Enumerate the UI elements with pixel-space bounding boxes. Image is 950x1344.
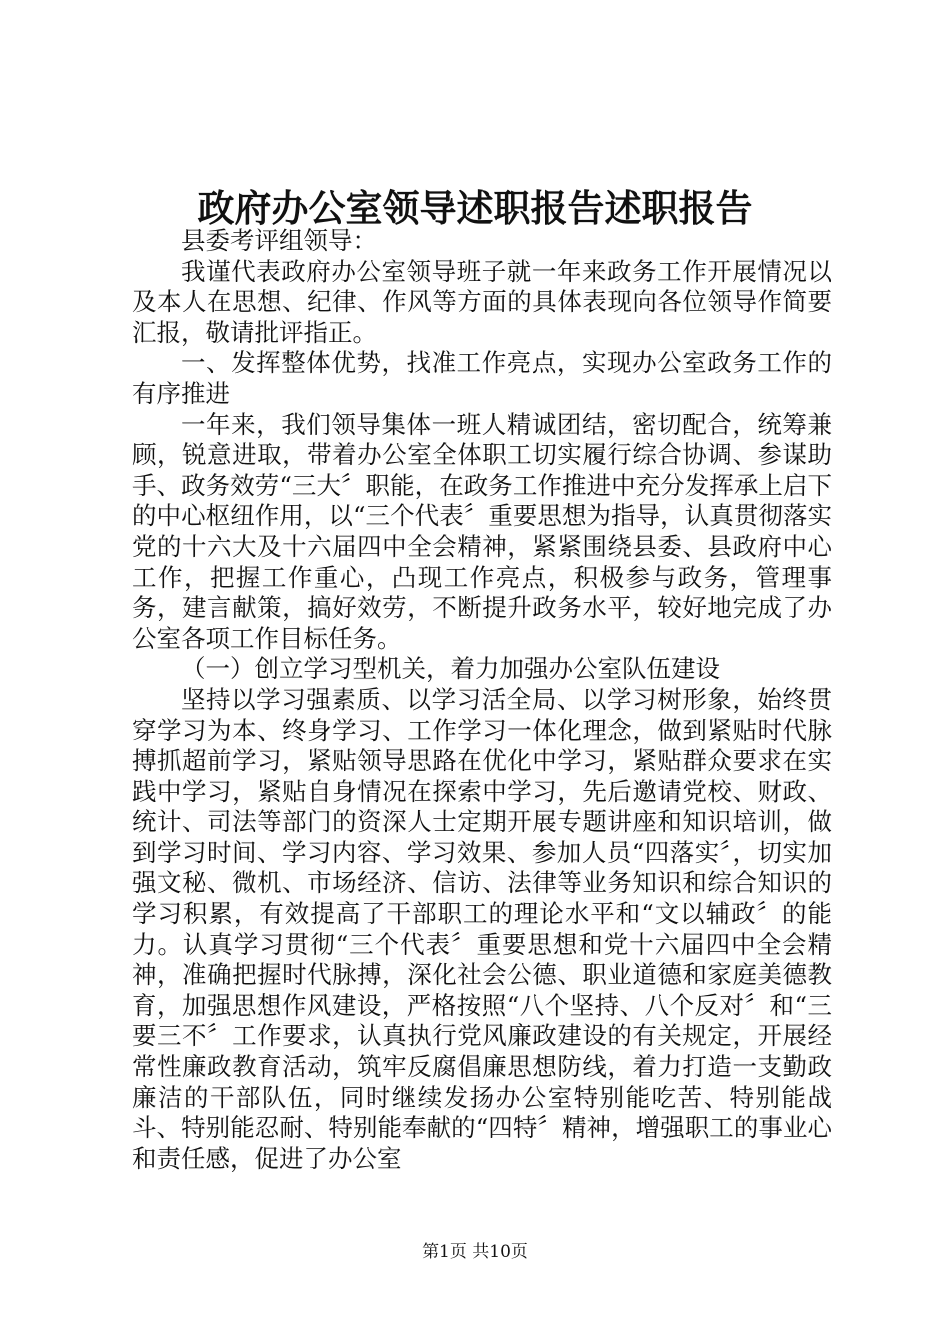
paragraph-overview: 一年来，我们领导集体一班人精诚团结，密切配合，统筹兼顾，锐意进取，带着办公室全体职工切实履行综合协调、参谋助手、政务效劳“三大〞职能，在政务工作推进中充分发挥承上启下的中心枢纽作用，以“三个代表〞重要思想为指导，认真贯彻落实党的十六大及十六届四中全会精神，紧紧围绕县委、县政府中心工作，把握工作重心，凸现工作亮点，积极参与政务，管理事务，建言献策，搞好效劳，不断提升政务水平，较好地完成了办公室各项工作目标任务。 — [132, 409, 832, 653]
paragraph-learning: 坚持以学习强素质、以学习活全局、以学习树形象，始终贯穿学习为本、终身学习、工作学习一体化理念，做到紧贴时代脉搏抓超前学习，紧贴领导思路在优化中学习，紧贴群众要求在实践中学习，紧贴自身情况在探索中学习，先后邀请党校、财政、统计、司法等部门的资深人士定期开展专题讲座和知识培训，做到学习时间、学习内容、学习效果、参加人员“四落实〞，切实加强文秘、微机、市场经济、信访、法律等业务知识和综合知识的学习积累，有效提高了干部职工的理论水平和“文以辅政〞的能力。认真学习贯彻“三个代表〞重要思想和党十六届四中全会精神，准确把握时代脉搏，深化社会公德、职业道德和家庭美德教育，加强思想作风建设，严格按照“八个坚持、八个反对〞和“三要三不〞工作要求，认真执行党风廉政建设的有关规定，开展经常性廉政教育活动，筑牢反腐倡廉思想防线，着力打造一支勤政廉洁的干部队伍，同时继续发扬办公室特别能吃苦、特别能战斗、特别能忍耐、特别能奉献的“四特〞精神，增强职工的事业心和责任感，促进了办公室 — [132, 684, 832, 1173]
document-body — [132, 226, 832, 1174]
document-title: 政府办公室领导述职报告述职报告 — [197, 186, 753, 230]
page-number-footer: 第1页 共10页 — [422, 1242, 528, 1262]
section-heading-1: 一、发挥整体优势，找准工作亮点，实现办公室政务工作的有序推进 — [132, 348, 832, 408]
salutation: 县委考评组领导： — [181, 226, 377, 255]
paragraph-intro: 我谨代表政府办公室领导班子就一年来政务工作开展情况以及本人在思想、纪律、作风等方面的具体表现向各位领导作简要汇报，敬请批评指正。 — [132, 256, 832, 347]
subsection-heading-1: （一）创立学习型机关，着力加强办公室队伍建设 — [181, 654, 720, 684]
